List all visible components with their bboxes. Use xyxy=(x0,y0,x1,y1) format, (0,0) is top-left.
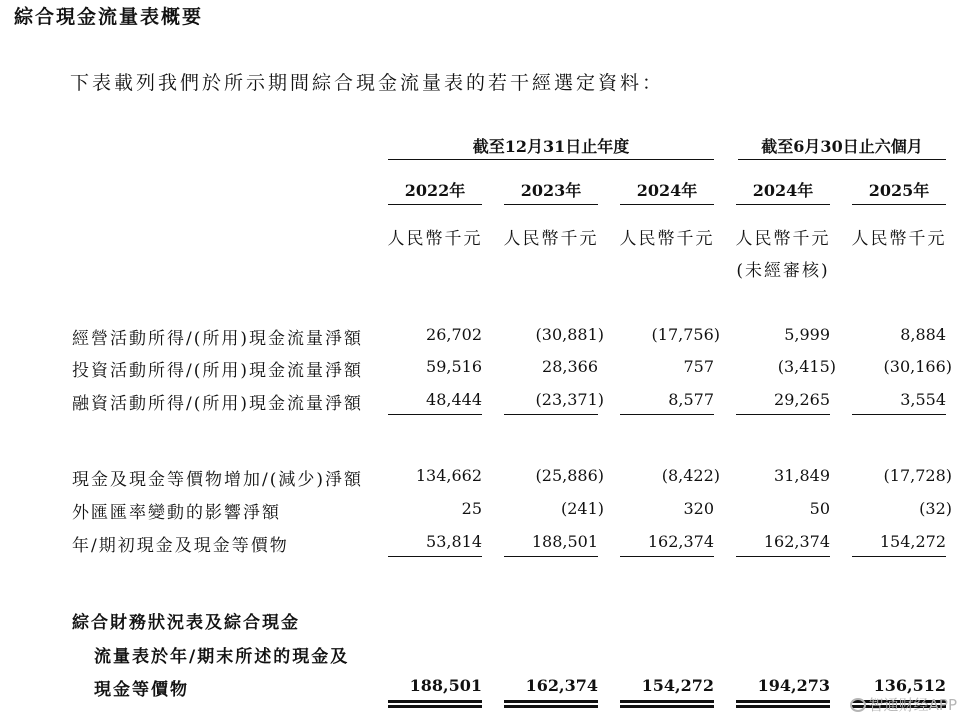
year-rule-1 xyxy=(388,204,482,205)
total-label-line-1: 綜合財務狀況表及綜合現金 xyxy=(72,613,300,633)
cell: 26,702 xyxy=(426,325,482,344)
subtotal-rule xyxy=(388,556,482,557)
year-rule-3 xyxy=(620,204,714,205)
cell: 154,272 xyxy=(879,532,946,551)
cell: (25,886) xyxy=(535,466,604,485)
intro-text: 下表載列我們於所示期間綜合現金流量表的若干經選定資料： xyxy=(70,72,665,94)
unit-label: 人民幣千元 xyxy=(503,229,599,249)
subtotal-rule xyxy=(388,414,482,415)
unit-label: 人民幣千元 xyxy=(387,229,483,249)
year-rule-5 xyxy=(852,204,946,205)
cell: 25 xyxy=(461,499,482,518)
cell: (241) xyxy=(560,499,604,518)
subtotal-rule xyxy=(620,556,714,557)
subtotal-rule xyxy=(852,556,946,557)
total-cell: 188,501 xyxy=(409,676,482,695)
year-rule-2 xyxy=(504,204,598,205)
cell: 188,501 xyxy=(531,532,598,551)
unit-label: 人民幣千元 xyxy=(735,229,831,249)
cell: 53,814 xyxy=(426,532,482,551)
year-header-2023: 2023年 xyxy=(520,181,582,200)
cell: 29,265 xyxy=(774,390,830,409)
row-label-opening-cash: 年/期初現金及現金等價物 xyxy=(72,536,289,556)
cell: 31,849 xyxy=(774,466,830,485)
total-double-rule xyxy=(620,700,714,708)
cell: 59,516 xyxy=(426,357,482,376)
section-title: 綜合現金流量表概要 xyxy=(14,6,204,28)
cell: 162,374 xyxy=(763,532,830,551)
cell: (23,371) xyxy=(535,390,604,409)
subtotal-rule xyxy=(736,414,830,415)
watermark xyxy=(850,694,957,715)
year-rule-4 xyxy=(736,204,830,205)
year-header-2025-h1: 2025年 xyxy=(868,181,930,200)
total-cell: 162,374 xyxy=(525,676,598,695)
total-double-rule xyxy=(736,700,830,708)
year-header-2022: 2022年 xyxy=(404,181,466,200)
cell: (17,728) xyxy=(883,466,952,485)
total-cell: 194,273 xyxy=(757,676,830,695)
total-label-line-2: 流量表於年/期末所述的現金及 xyxy=(94,647,350,667)
watermark-text: 智通财经APP xyxy=(868,696,957,714)
total-cell: 136,512 xyxy=(873,676,946,695)
cell: 320 xyxy=(683,499,714,518)
cell: (8,422) xyxy=(661,466,720,485)
group-header-year: 截至12月31日止年度 xyxy=(472,137,630,156)
cell: 28,366 xyxy=(542,357,598,376)
watermark-logo-icon xyxy=(850,698,866,712)
subtotal-rule xyxy=(504,556,598,557)
cell: 162,374 xyxy=(647,532,714,551)
cell: (30,166) xyxy=(883,357,952,376)
cell: 134,662 xyxy=(415,466,482,485)
row-label-operating: 經營活動所得/(所用)現金流量淨額 xyxy=(72,329,363,349)
group-header-six-months-rule xyxy=(738,159,946,160)
row-label-net-change: 現金及現金等價物增加/(減少)淨額 xyxy=(72,470,363,490)
cell: 3,554 xyxy=(900,390,946,409)
subtotal-rule xyxy=(504,414,598,415)
cell: 8,577 xyxy=(668,390,714,409)
group-header-year-rule xyxy=(388,159,714,160)
row-label-investing: 投資活動所得/(所用)現金流量淨額 xyxy=(72,361,363,381)
total-label-line-3: 現金等價物 xyxy=(94,680,189,700)
group-header-six-months: 截至6月30日止六個月 xyxy=(761,137,923,156)
cell: 48,444 xyxy=(426,390,482,409)
unaudited-note: (未經審核) xyxy=(736,261,830,281)
cell: (32) xyxy=(919,499,952,518)
unit-label: 人民幣千元 xyxy=(851,229,947,249)
cell: 50 xyxy=(809,499,830,518)
cell: 8,884 xyxy=(900,325,946,344)
total-double-rule xyxy=(504,700,598,708)
row-label-fx-effect: 外匯匯率變動的影響淨額 xyxy=(72,503,281,523)
subtotal-rule xyxy=(620,414,714,415)
cell: (30,881) xyxy=(535,325,604,344)
cell: 5,999 xyxy=(784,325,830,344)
row-label-financing: 融資活動所得/(所用)現金流量淨額 xyxy=(72,394,363,414)
cell: (3,415) xyxy=(777,357,836,376)
year-header-2024: 2024年 xyxy=(636,181,698,200)
total-cell: 154,272 xyxy=(641,676,714,695)
total-double-rule xyxy=(388,700,482,708)
year-header-2024-h1: 2024年 xyxy=(752,181,814,200)
cell: (17,756) xyxy=(651,325,720,344)
cell: 757 xyxy=(683,357,714,376)
subtotal-rule xyxy=(736,556,830,557)
subtotal-rule xyxy=(852,414,946,415)
unit-label: 人民幣千元 xyxy=(619,229,715,249)
